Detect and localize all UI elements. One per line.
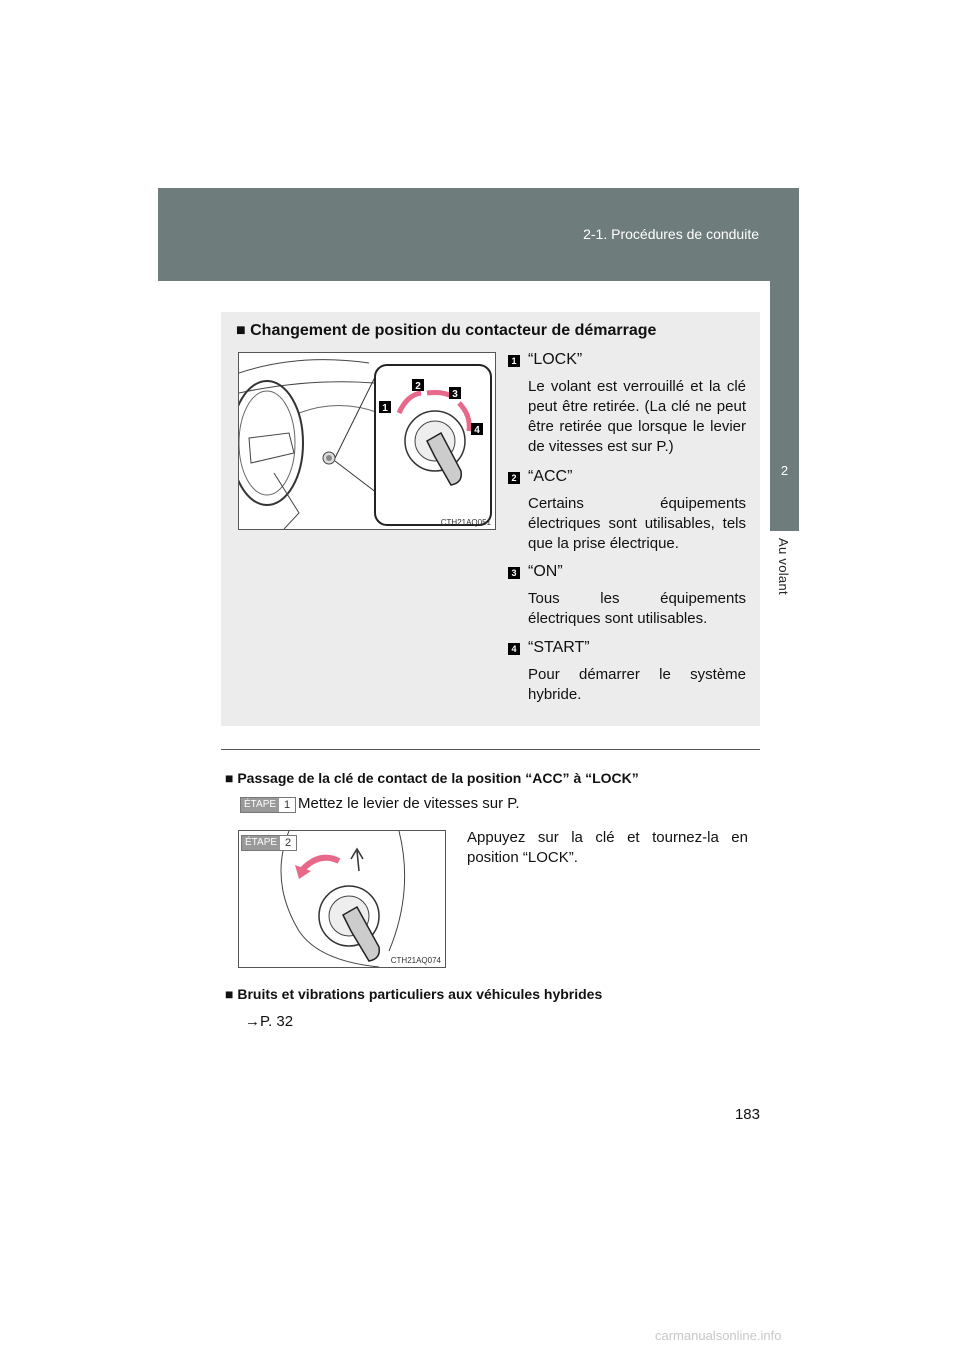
section-heading-hybrid-noise: ■ Bruits et vibrations particuliers aux véhicules hybrides — [225, 986, 603, 1002]
step-label: ÉTAPE — [242, 836, 280, 850]
position-name: “ACC” — [528, 468, 573, 485]
position-badge: 3 — [508, 567, 520, 579]
section-heading-acc-lock: ■ Passage de la clé de contact de la position “ACC” à “LOCK” — [225, 770, 639, 786]
key-turn-drawing — [239, 831, 445, 967]
position-name: “ON” — [528, 563, 563, 580]
position-badge: 1 — [508, 355, 520, 367]
ignition-switch-illustration — [238, 352, 496, 530]
page-reference-link[interactable]: →P. 32 — [245, 1013, 294, 1030]
chapter-number: 2 — [780, 463, 789, 478]
step-1-text: Mettez le levier de vitesses sur P. — [298, 795, 520, 812]
step-number: 2 — [285, 837, 292, 849]
key-turn-illustration — [238, 830, 446, 968]
figure-code: CTH21AQ051 — [440, 518, 491, 527]
position-description: Certains équipements électriques sont utilisables, tels que la prise électrique. — [528, 495, 746, 552]
section-title: 2-1. Procédures de conduite — [583, 226, 759, 242]
position-description: Tous les équipements électriques sont utilisables. — [528, 590, 746, 627]
step-2-badge — [241, 835, 297, 851]
position-badge: 2 — [508, 472, 520, 484]
position-name: “START” — [528, 639, 590, 656]
chapter-label: Au volant — [776, 538, 791, 595]
svg-text:4: 4 — [474, 425, 480, 436]
divider — [221, 749, 760, 750]
step-number: 1 — [284, 799, 291, 811]
page-header — [158, 188, 799, 281]
figure-code: CTH21AQ074 — [390, 956, 441, 965]
position-badge: 4 — [508, 643, 520, 655]
step-label: ÉTAPE — [241, 798, 279, 812]
svg-text:2: 2 — [415, 381, 421, 392]
panel-title: ■ Changement de position du contacteur de démarrage — [236, 322, 657, 339]
svg-text:3: 3 — [452, 389, 458, 400]
chapter-tab — [770, 281, 799, 531]
ignition-drawing — [239, 353, 495, 529]
step-2-text: Appuyez sur la clé et tournez-la en position “LOCK”. — [467, 829, 748, 866]
position-description: Pour démarrer le système hybride. — [528, 666, 746, 703]
position-description: Le volant est verrouillé et la clé peut être retirée. (La clé ne peut être retirée que lorsque le levier de vitesses est sur P.) — [528, 378, 746, 455]
position-name: “LOCK” — [528, 351, 583, 368]
page-number: 183 — [734, 1106, 760, 1123]
svg-text:1: 1 — [382, 403, 388, 414]
step-1-badge — [240, 797, 296, 813]
watermark: carmanualsonline.info — [655, 1328, 782, 1343]
